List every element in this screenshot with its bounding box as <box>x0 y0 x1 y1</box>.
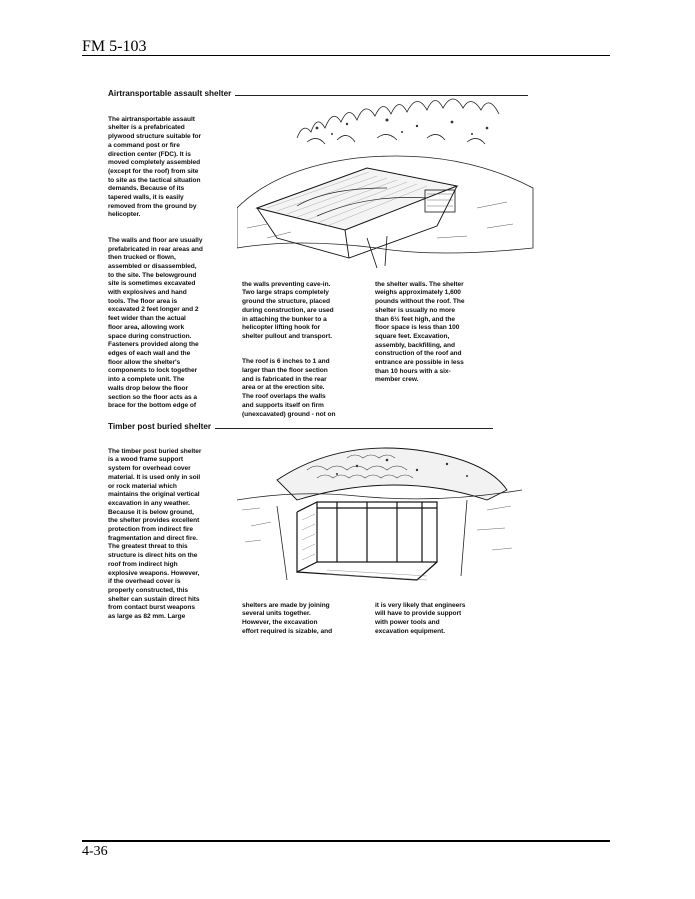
page-number: 4-36 <box>82 844 108 859</box>
timber-shelter-illustration <box>237 430 522 590</box>
section2-right-paragraph-1: it is very likely that engineers will have to provide support with power tools and excavation equipment. <box>375 601 466 635</box>
assault-shelter-illustration <box>237 98 537 270</box>
section1-right-column <box>375 272 503 402</box>
section2-left-paragraph-1: The timber post buried shelter is a wood frame support system for overhead cover material. It is used only in soil or rock material which maintains the original vertical excavation in any weather. Because it is below ground, the shelter provides excellent protection from indirect fire fragmentation and direct fire. The greatest threat to this structure is direct hits on the roof from indirect high explosive weapons. However, if the overhead cover is properly constructed, this shelter can sustain direct hits from contact burst weapons as large as 82 mm. Large <box>108 447 202 621</box>
section2-middle-column <box>242 593 370 653</box>
section2-title: Timber post buried shelter <box>108 422 215 431</box>
section1-left-column <box>108 107 236 428</box>
footer-rule <box>82 840 610 842</box>
header-rule <box>82 55 610 56</box>
section1-title: Airtransportable assault shelter <box>108 89 235 98</box>
document-header: FM 5-103 <box>82 38 147 55</box>
section2-middle-paragraph-1: shelters are made by joining several units together. However, the excavation effort required is sizable, and <box>242 601 333 635</box>
section1-left-paragraph-2: The walls and floor are usually prefabricated in rear areas and then trucked or flown, assembled or disassembled, to the site. The belowground site is sometimes excavated with explosives and hand tools. The floor area is excavated 2 feet longer and 2 feet wider than the actual floor area, allowing work space during construction. Fasteners provided along the edges of each wall and the floor allow the shelter's components to lock together into a complete unit. The walls drop below the floor section so the floor acts as a brace for the bottom edge of <box>108 236 203 410</box>
section1-middle-paragraph-2: The roof is 6 inches to 1 and larger than the floor section and is fabricated in the rear area or at the erection site. The roof overlaps the walls and supports itself on firm (unexcavated) ground - not on <box>242 358 336 418</box>
section1-middle-column <box>242 272 370 436</box>
section1-left-paragraph-1: The airtransportable assault shelter is a prefabricated plywood structure suitable for a command post or fire direction center (FDC). It is moved completely assembled (except for the roof) from site to site as the tactical situation demands. Because of its tapered walls, it is easily removed from the ground by helicopter. <box>108 115 202 219</box>
section2-left-column <box>108 439 236 638</box>
section1-middle-paragraph-1: the walls preventing cave-in. Two large straps completely ground the structure, placed during construction, are used in attaching the bunker to a helicopter lifting hook for shelter pullout and transport. <box>242 280 334 340</box>
section1-right-paragraph-1: the shelter walls. The shelter weighs approximately 1,600 pounds without the roof. The shelter is usually no more than 6½ feet high, and the floor space is less than 100 square feet. Excavation, assembly, backfilling, and construction of the roof and entrance are possible in less than 10 hours with a six- member crew. <box>375 280 465 384</box>
section2-right-column <box>375 593 503 653</box>
